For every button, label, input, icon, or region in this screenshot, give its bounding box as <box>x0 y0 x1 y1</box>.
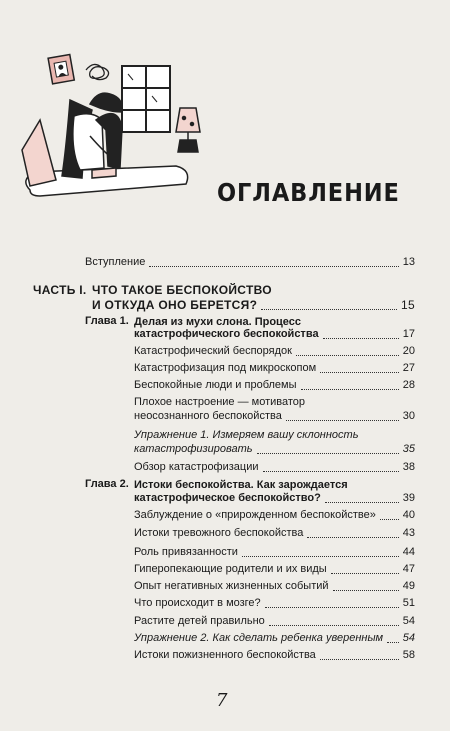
toc-entry-title: Гиперопекающие родители и их виды <box>134 563 327 575</box>
leader-dots <box>325 502 399 503</box>
chapter1-title-line1: Делая из мухи слона. Процесс <box>134 316 302 328</box>
part-title-line1: ЧТО ТАКОЕ БЕСПОКОЙСТВО <box>92 283 272 297</box>
chapter2-title-line1: Истоки беспокойства. Как зарождается <box>134 479 348 491</box>
toc-entry[interactable] <box>134 545 415 560</box>
leader-dots <box>261 309 397 310</box>
leader-dots <box>149 266 398 267</box>
toc-entry-page: 43 <box>402 527 415 539</box>
toc-entry-page: 13 <box>402 256 415 268</box>
toc-entry[interactable] <box>134 562 415 577</box>
toc-entry[interactable] <box>134 579 415 594</box>
chapter1-page: 17 <box>402 328 415 340</box>
toc-entry-title-line2: неосознанного беспокойства <box>134 410 282 422</box>
chapter2-page: 39 <box>402 492 415 504</box>
toc-entry-title: Катастрофизация под микроскопом <box>134 362 317 374</box>
toc-entry-page: 27 <box>402 362 415 374</box>
toc-entry[interactable] <box>134 526 415 541</box>
toc-entry[interactable] <box>134 508 415 523</box>
toc-entry-title: Упражнение 2. Как сделать ребенка уверенным <box>134 632 384 644</box>
leader-dots <box>320 659 399 660</box>
leader-dots <box>323 338 399 339</box>
toc-entry-page: 47 <box>402 563 415 575</box>
toc-entry[interactable] <box>134 460 415 475</box>
exercise-title-line2: катастрофизировать <box>134 443 253 455</box>
toc-entry-page: 20 <box>402 345 415 357</box>
leader-dots <box>387 642 399 643</box>
toc-entry-title: Беспокойные люди и проблемы <box>134 379 297 391</box>
toc-entry-page: 58 <box>402 649 415 661</box>
toc-entry-title: Растите детей правильно <box>134 615 265 627</box>
toc-entry-page: 54 <box>402 632 415 644</box>
toc-entry-exercise[interactable] <box>134 631 415 646</box>
toc-entry-exercise[interactable] <box>134 442 415 457</box>
chapter1-title-row2[interactable] <box>134 327 415 342</box>
toc-entry[interactable] <box>134 614 415 629</box>
part-label: ЧАСТЬ I. <box>33 283 87 297</box>
toc-entry-page: 51 <box>402 597 415 609</box>
leader-dots <box>320 372 399 373</box>
toc-entry-title: Опыт негативных жизненных событий <box>134 580 329 592</box>
part-page: 15 <box>401 298 415 312</box>
toc-entry[interactable] <box>134 409 415 424</box>
chapter1-label: Глава 1. <box>85 315 129 327</box>
toc-entry-page: 28 <box>402 379 415 391</box>
toc-heading: ОГЛАВЛЕНИЕ <box>217 178 400 207</box>
toc-entry[interactable] <box>134 361 415 376</box>
leader-dots <box>269 625 399 626</box>
toc-entry-page: 40 <box>402 509 415 521</box>
leader-dots <box>307 537 398 538</box>
chapter2-label: Глава 2. <box>85 478 129 490</box>
leader-dots <box>296 355 399 356</box>
toc-entry-page: 44 <box>402 546 415 558</box>
leader-dots <box>242 556 399 557</box>
toc-entry-intro[interactable] <box>85 255 415 270</box>
toc-entry-title-line1: Плохое настроение — мотиватор <box>134 396 306 408</box>
exercise-title-line1: Упражнение 1. Измеряем вашу склонность <box>134 429 359 441</box>
toc-entry-title: Вступление <box>85 256 146 268</box>
toc-entry-page: 54 <box>402 615 415 627</box>
toc-entry-page: 30 <box>402 410 415 422</box>
part-title-row2[interactable] <box>92 298 415 313</box>
leader-dots <box>380 519 399 520</box>
toc-entry[interactable] <box>134 344 415 359</box>
toc-entry-title: Катастрофический беспорядок <box>134 345 292 357</box>
leader-dots <box>257 453 399 454</box>
toc-entry-title: Роль привязанности <box>134 546 238 558</box>
toc-entry-page: 49 <box>402 580 415 592</box>
toc-entry-title: Обзор катастрофизации <box>134 461 259 473</box>
leader-dots <box>331 573 399 574</box>
page-number: 7 <box>216 690 228 711</box>
toc-entry-page: 38 <box>402 461 415 473</box>
leader-dots <box>263 471 399 472</box>
toc-entry[interactable] <box>134 378 415 393</box>
part-title[interactable] <box>92 283 272 298</box>
toc-entry-title: Что происходит в мозге? <box>134 597 261 609</box>
chapter2-title-row2[interactable] <box>134 491 415 506</box>
toc-entry-page: 35 <box>402 443 415 455</box>
leader-dots <box>286 420 399 421</box>
part-title-line2: И ОТКУДА ОНО БЕРЕТСЯ? <box>92 298 258 312</box>
toc-entry[interactable] <box>134 596 415 611</box>
leader-dots <box>301 389 399 390</box>
leader-dots <box>333 590 399 591</box>
chapter1-title-line2: катастрофического беспокойства <box>134 328 319 340</box>
chapter2-title-line2: катастрофическое беспокойство? <box>134 492 321 504</box>
leader-dots <box>265 607 399 608</box>
toc-entry[interactable] <box>134 648 415 663</box>
toc-entry-title: Истоки тревожного беспокойства <box>134 527 304 539</box>
toc-entry-title: Заблуждение о «прирожденном беспокойстве» <box>134 509 376 521</box>
toc-entry-title: Истоки пожизненного беспокойства <box>134 649 316 661</box>
